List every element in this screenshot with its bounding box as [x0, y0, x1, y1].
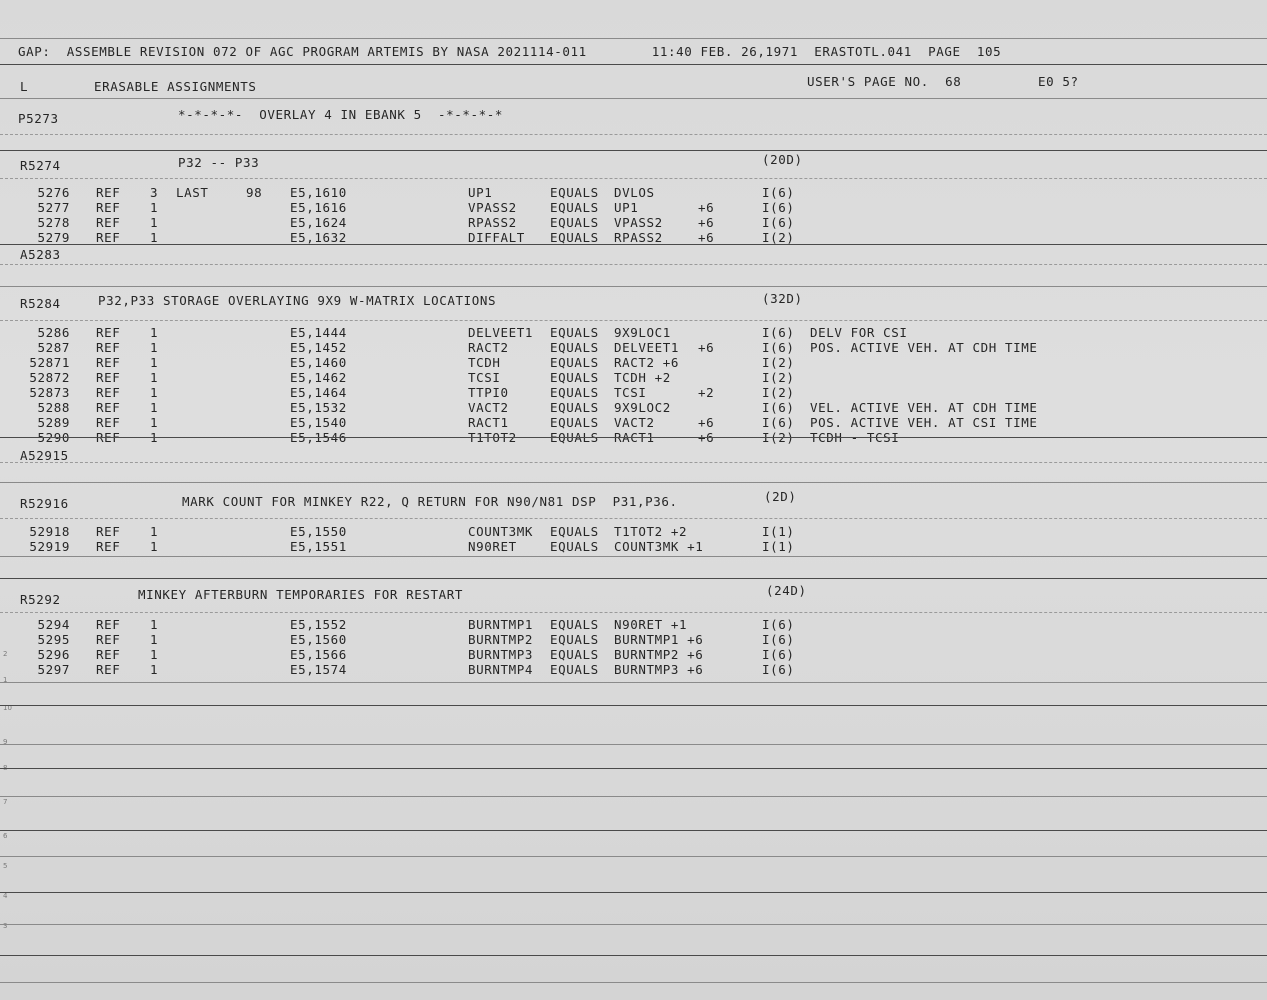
- cell-addr: E5,1532: [290, 400, 347, 415]
- cell-type: I(2): [762, 370, 795, 385]
- cell-name: BURNTMP2: [468, 632, 534, 647]
- cell-line: 5289: [37, 415, 70, 430]
- cell-line: 5297: [37, 662, 70, 677]
- section-heading: P32,P33 STORAGE OVERLAYING 9X9 W-MATRIX LOCATIONS: [98, 293, 497, 308]
- cell-name: BURNTMP1: [468, 617, 534, 632]
- ruled-line: [0, 705, 1267, 706]
- cell-name: RPASS2: [468, 215, 517, 230]
- cell-count: 1: [150, 230, 159, 245]
- ruled-line: [0, 744, 1267, 745]
- cell-type: I(6): [762, 185, 795, 200]
- cell-line: 5296: [37, 647, 70, 662]
- ruled-line: [0, 612, 1267, 613]
- cell-op: EQUALS: [550, 430, 599, 445]
- cell-type: I(2): [762, 355, 795, 370]
- cell-name: TTPI0: [468, 385, 509, 400]
- cell-addr: E5,1452: [290, 340, 347, 355]
- cell-expr: COUNT3MK +1: [614, 539, 704, 554]
- cell-type: I(6): [762, 662, 795, 677]
- ruled-line: [0, 150, 1267, 151]
- cell-name: T1TOT2: [468, 430, 517, 445]
- cell-op: EQUALS: [550, 200, 599, 215]
- ruled-line: [0, 286, 1267, 287]
- ruled-line: [0, 578, 1267, 579]
- cell-addr: E5,1624: [290, 215, 347, 230]
- margin-mark: 3: [3, 922, 8, 930]
- cell-ref: REF: [96, 215, 121, 230]
- section-size: (2D): [764, 489, 797, 504]
- cell-type: I(6): [762, 400, 795, 415]
- cell-op: EQUALS: [550, 632, 599, 647]
- cell-name: N90RET: [468, 539, 517, 554]
- cell-op: EQUALS: [550, 215, 599, 230]
- cell-line: 5287: [37, 340, 70, 355]
- cell-line: 5290: [37, 430, 70, 445]
- cell-op: EQUALS: [550, 355, 599, 370]
- cell-type: I(6): [762, 325, 795, 340]
- cell-expr: TCSI: [614, 385, 647, 400]
- margin-mark: 8: [3, 764, 8, 772]
- cell-count: 1: [150, 215, 159, 230]
- margin-mark: 7: [3, 798, 8, 806]
- cell-line: 52873: [29, 385, 70, 400]
- ruled-line: [0, 178, 1267, 179]
- cell-op: EQUALS: [550, 340, 599, 355]
- cell-type: I(6): [762, 215, 795, 230]
- cell-type: I(6): [762, 200, 795, 215]
- cell-count: 1: [150, 200, 159, 215]
- ruled-line: [0, 556, 1267, 557]
- cell-count: 1: [150, 524, 159, 539]
- cell-offset: +6: [698, 340, 715, 355]
- cell-addr: E5,1616: [290, 200, 347, 215]
- ruled-line: [0, 482, 1267, 483]
- overlay-ref: P5273: [18, 111, 59, 126]
- cell-last: LAST: [176, 185, 209, 200]
- ruled-line: [0, 768, 1267, 769]
- cell-name: VACT2: [468, 400, 509, 415]
- cell-ref: REF: [96, 539, 121, 554]
- cell-ref: REF: [96, 632, 121, 647]
- cell-note: TCDH - TCSI: [810, 430, 900, 445]
- cell-op: EQUALS: [550, 325, 599, 340]
- cell-addr: E5,1632: [290, 230, 347, 245]
- cell-op: EQUALS: [550, 415, 599, 430]
- cell-type: I(2): [762, 430, 795, 445]
- cell-addr: E5,1540: [290, 415, 347, 430]
- ruled-line: [0, 320, 1267, 321]
- cell-expr: 9X9LOC1: [614, 325, 671, 340]
- margin-mark: 4: [3, 892, 8, 900]
- cell-offset: +6: [698, 430, 715, 445]
- ruled-line: [0, 134, 1267, 135]
- cell-ref: REF: [96, 370, 121, 385]
- cell-name: COUNT3MK: [468, 524, 534, 539]
- cell-op: EQUALS: [550, 185, 599, 200]
- cell-count: 1: [150, 340, 159, 355]
- cell-type: I(6): [762, 632, 795, 647]
- cell-line: 5286: [37, 325, 70, 340]
- cell-expr: DELVEET1: [614, 340, 680, 355]
- cell-expr: N90RET +1: [614, 617, 688, 632]
- cell-type: I(6): [762, 647, 795, 662]
- cell-ref: REF: [96, 385, 121, 400]
- section-end-ref: A52915: [20, 448, 69, 463]
- cell-line: 5277: [37, 200, 70, 215]
- cell-expr: DVLOS: [614, 185, 655, 200]
- cell-expr: RPASS2: [614, 230, 663, 245]
- cell-count: 1: [150, 539, 159, 554]
- ruled-line: [0, 830, 1267, 831]
- cell-expr: TCDH +2: [614, 370, 671, 385]
- cell-op: EQUALS: [550, 539, 599, 554]
- cell-note: POS. ACTIVE VEH. AT CSI TIME: [810, 415, 1038, 430]
- cell-ref: REF: [96, 617, 121, 632]
- margin-mark: 6: [3, 832, 8, 840]
- cell-expr: BURNTMP2 +6: [614, 647, 704, 662]
- cell-type: I(1): [762, 539, 795, 554]
- section-heading: MARK COUNT FOR MINKEY R22, Q RETURN FOR N90/N81 DSP P31,P36.: [182, 494, 678, 509]
- cell-expr: VPASS2: [614, 215, 663, 230]
- cell-expr: RACT1: [614, 430, 655, 445]
- cell-offset: +6: [698, 230, 715, 245]
- ruled-line: [0, 264, 1267, 265]
- cell-addr: E5,1464: [290, 385, 347, 400]
- cell-expr: 9X9LOC2: [614, 400, 671, 415]
- cell-line: 52919: [29, 539, 70, 554]
- cell-expr: T1TOT2 +2: [614, 524, 688, 539]
- ruled-line: [0, 64, 1267, 65]
- cell-offset: +6: [698, 200, 715, 215]
- cell-addr: E5,1550: [290, 524, 347, 539]
- cell-addr: E5,1574: [290, 662, 347, 677]
- cell-offset: +6: [698, 415, 715, 430]
- cell-type: I(2): [762, 385, 795, 400]
- ruled-line: [0, 518, 1267, 519]
- cell-ref: REF: [96, 400, 121, 415]
- cell-addr: E5,1610: [290, 185, 347, 200]
- cell-count: 1: [150, 400, 159, 415]
- cell-line: 5295: [37, 632, 70, 647]
- cell-addr: E5,1546: [290, 430, 347, 445]
- cell-type: I(2): [762, 230, 795, 245]
- cell-ref: REF: [96, 355, 121, 370]
- cell-ref: REF: [96, 647, 121, 662]
- section-ref: R5292: [20, 592, 61, 607]
- cell-op: EQUALS: [550, 230, 599, 245]
- cell-op: EQUALS: [550, 647, 599, 662]
- cell-line: 52872: [29, 370, 70, 385]
- cell-op: EQUALS: [550, 385, 599, 400]
- cell-name: RACT2: [468, 340, 509, 355]
- ruled-line: [0, 682, 1267, 683]
- cell-count: 1: [150, 632, 159, 647]
- cell-ref: REF: [96, 325, 121, 340]
- cell-expr: BURNTMP1 +6: [614, 632, 704, 647]
- cell-addr: E5,1560: [290, 632, 347, 647]
- cell-count: 1: [150, 415, 159, 430]
- cell-ref: REF: [96, 185, 121, 200]
- margin-mark: 9: [3, 738, 8, 746]
- page-end-code: E0 5?: [1038, 74, 1079, 89]
- cell-type: I(6): [762, 340, 795, 355]
- cell-line: 5288: [37, 400, 70, 415]
- ruled-line: [0, 244, 1267, 245]
- ruled-line: [0, 437, 1267, 438]
- cell-note: POS. ACTIVE VEH. AT CDH TIME: [810, 340, 1038, 355]
- cell-line: 5276: [37, 185, 70, 200]
- ruled-line: [0, 796, 1267, 797]
- cell-count: 1: [150, 370, 159, 385]
- cell-count: 1: [150, 430, 159, 445]
- cell-addr: E5,1460: [290, 355, 347, 370]
- cell-name: DIFFALT: [468, 230, 525, 245]
- ruled-line: [0, 462, 1267, 463]
- cell-ref: REF: [96, 524, 121, 539]
- section-heading: MINKEY AFTERBURN TEMPORARIES FOR RESTART: [138, 587, 464, 602]
- cell-addr: E5,1444: [290, 325, 347, 340]
- ruled-line: [0, 38, 1267, 39]
- cell-count: 1: [150, 662, 159, 677]
- margin-mark: 2: [3, 650, 8, 658]
- cell-count: 1: [150, 325, 159, 340]
- cell-count: 3: [150, 185, 159, 200]
- section-end-ref: A5283: [20, 247, 61, 262]
- cell-name: VPASS2: [468, 200, 517, 215]
- section-size: (20D): [762, 152, 803, 167]
- cell-name: BURNTMP4: [468, 662, 534, 677]
- cell-count: 1: [150, 355, 159, 370]
- cell-offset: +6: [698, 215, 715, 230]
- cell-note: DELV FOR CSI: [810, 325, 908, 340]
- section-size: (24D): [766, 583, 807, 598]
- ruled-line: [0, 924, 1267, 925]
- cell-op: EQUALS: [550, 370, 599, 385]
- cell-addr: E5,1552: [290, 617, 347, 632]
- cell-ref: REF: [96, 340, 121, 355]
- margin-mark: 5: [3, 862, 8, 870]
- cell-op: EQUALS: [550, 617, 599, 632]
- section-title: ERASABLE ASSIGNMENTS: [94, 79, 257, 94]
- overlay-banner: *-*-*-*- OVERLAY 4 IN EBANK 5 -*-*-*-*: [178, 107, 504, 122]
- ruled-line: [0, 955, 1267, 956]
- cell-addr: E5,1462: [290, 370, 347, 385]
- cell-addr: E5,1551: [290, 539, 347, 554]
- cell-type: I(1): [762, 524, 795, 539]
- cell-ref: REF: [96, 415, 121, 430]
- cell-expr: RACT2 +6: [614, 355, 680, 370]
- cell-name: BURNTMP3: [468, 647, 534, 662]
- margin-mark: 10: [3, 704, 12, 712]
- cell-note: VEL. ACTIVE VEH. AT CDH TIME: [810, 400, 1038, 415]
- header-line: GAP: ASSEMBLE REVISION 072 OF AGC PROGRAM ARTEMIS BY NASA 2021114-011 11:40 FEB. 26,1971 ERASTOTL.041 PAGE 105: [18, 44, 1002, 59]
- cell-line: 5278: [37, 215, 70, 230]
- ruled-line: [0, 856, 1267, 857]
- cell-count: 1: [150, 385, 159, 400]
- cell-name: TCDH: [468, 355, 501, 370]
- cell-addr: E5,1566: [290, 647, 347, 662]
- margin-mark: 1: [3, 676, 8, 684]
- cell-line: 52918: [29, 524, 70, 539]
- section-ref: R52916: [20, 496, 69, 511]
- cell-expr: VACT2: [614, 415, 655, 430]
- cell-expr: BURNTMP3 +6: [614, 662, 704, 677]
- cell-expr: UP1: [614, 200, 639, 215]
- cell-ref: REF: [96, 662, 121, 677]
- users-page-number: USER'S PAGE NO. 68: [807, 74, 962, 89]
- section-size: (32D): [762, 291, 803, 306]
- ruled-line: [0, 982, 1267, 983]
- cell-line: 5279: [37, 230, 70, 245]
- cell-op: EQUALS: [550, 524, 599, 539]
- cell-ref: REF: [96, 230, 121, 245]
- cell-count: 1: [150, 617, 159, 632]
- cell-name: RACT1: [468, 415, 509, 430]
- cell-ref: REF: [96, 430, 121, 445]
- cell-type: I(6): [762, 415, 795, 430]
- ruled-line: [0, 892, 1267, 893]
- ruled-line: [0, 98, 1267, 99]
- cell-line: 5294: [37, 617, 70, 632]
- section-heading: P32 -- P33: [178, 155, 260, 170]
- cell-lastnum: 98: [246, 185, 263, 200]
- cell-name: DELVEET1: [468, 325, 534, 340]
- section-ref: R5274: [20, 158, 61, 173]
- cell-type: I(6): [762, 617, 795, 632]
- cell-offset: +2: [698, 385, 715, 400]
- cell-op: EQUALS: [550, 400, 599, 415]
- cell-name: TCSI: [468, 370, 501, 385]
- cell-ref: REF: [96, 200, 121, 215]
- header-marker: L: [20, 79, 29, 94]
- cell-count: 1: [150, 647, 159, 662]
- cell-name: UP1: [468, 185, 493, 200]
- cell-op: EQUALS: [550, 662, 599, 677]
- section-ref: R5284: [20, 296, 61, 311]
- cell-line: 52871: [29, 355, 70, 370]
